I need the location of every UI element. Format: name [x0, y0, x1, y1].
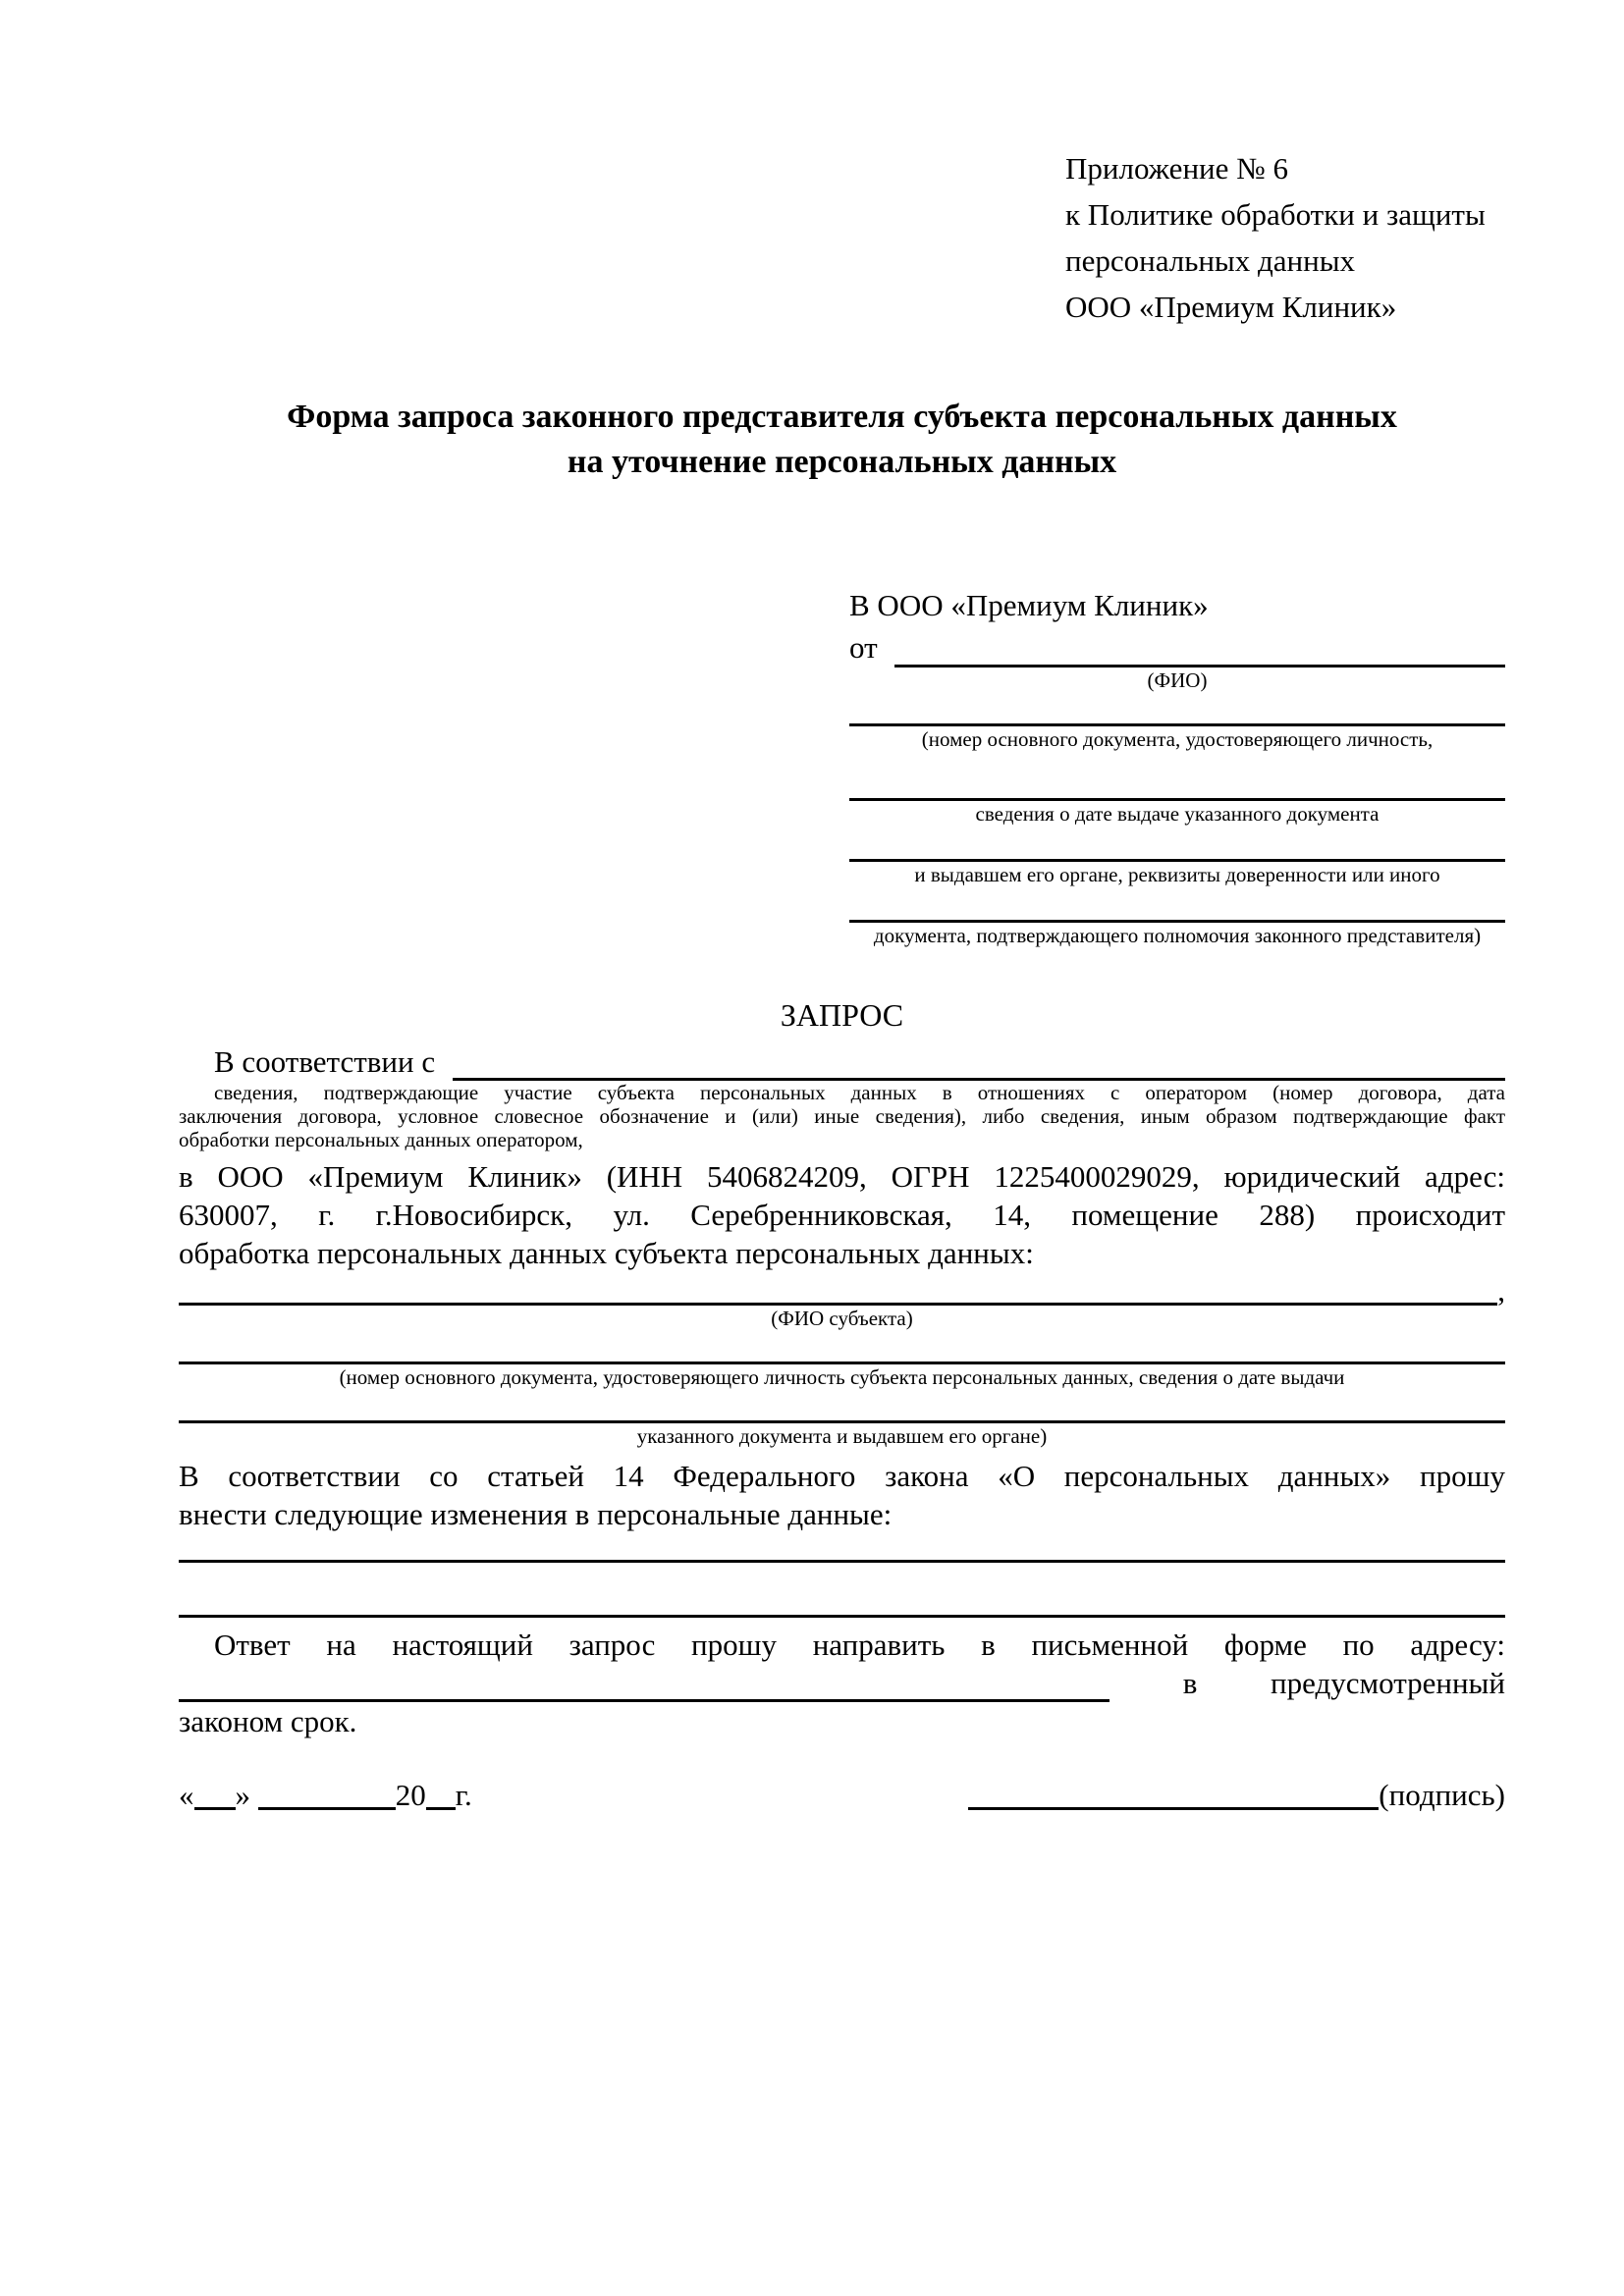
signature-caption: (подпись) [1379, 1778, 1505, 1812]
operator-paragraph [179, 1157, 1505, 1272]
date-year-line[interactable] [426, 1807, 456, 1810]
addressee-to: В ООО «Премиум Клиник» [849, 588, 1209, 622]
appendix-block [1065, 145, 1505, 330]
law-line-2: внести следующие изменения в персональные данные: [179, 1497, 893, 1531]
date-quote-close: » [235, 1778, 250, 1812]
law-line-1: В соответствии со статьей 14 Федерального закона «О персональных данных» прошу [179, 1459, 1505, 1493]
appendix-line-1: Приложение № 6 [1065, 151, 1288, 186]
doc-input-line-1[interactable] [849, 693, 1505, 726]
basis-note-line-3: обработки персональных данных оператором, [179, 1128, 583, 1151]
addressee-block [849, 583, 1505, 948]
subject-doc-caption-2: указанного документа и выдавшем его органе) [636, 1424, 1048, 1448]
title-line-1: Форма запроса законного представителя субъекта персональных данных [287, 399, 1397, 435]
subject-fio-comma: , [1497, 1273, 1505, 1308]
doc-caption-2: сведения о дате выдаче указанного документа [975, 802, 1380, 826]
date-day-line[interactable] [194, 1807, 236, 1810]
basis-note-line-2: заключения договора, условное словесное обозначение и (или) иные сведения), либо сведения, иным образом подтверждающие факт [179, 1104, 1505, 1128]
doc-caption-3: и выдавшем его органе, реквизиты доверенности или иного [914, 863, 1440, 886]
request-heading: ЗАПРОС [780, 997, 904, 1033]
subject-doc-input-line-1[interactable] [179, 1337, 1505, 1364]
page-title [179, 395, 1505, 485]
basis-input-line[interactable] [453, 1042, 1505, 1081]
basis-note-line-1: сведения, подтверждающие участие субъекта персональных данных в отношениях с оператором (номер договора, дата [214, 1081, 1505, 1104]
reply-row-2 [179, 1664, 1505, 1702]
signature-group [968, 1776, 1505, 1815]
from-row [849, 628, 1505, 667]
reply-line-1: Ответ на настоящий запрос прошу направить в письменной форме по адресу: [214, 1628, 1505, 1662]
date-month-line[interactable] [258, 1807, 396, 1810]
subject-fio-row [179, 1273, 1505, 1308]
fio-caption: (ФИО) [1147, 668, 1208, 692]
date-quote-open: « [179, 1778, 194, 1812]
reply-line-3: законом срок. [179, 1704, 357, 1738]
operator-line-3: обработка персональных данных субъекта персональных данных: [179, 1236, 1034, 1270]
signature-line[interactable] [968, 1807, 1379, 1810]
title-line-2: на уточнение персональных данных [567, 444, 1117, 480]
doc-input-line-4[interactable] [849, 891, 1505, 923]
subject-doc-caption-1: (номер основного документа, удостоверяющего личность субъекта персональных данных, сведения о дате выдачи [339, 1365, 1345, 1389]
date-year-suffix: г. [455, 1778, 472, 1812]
from-label: от [849, 630, 886, 665]
operator-line-2: 630007, г. г.Новосибирск, ул. Серебренниковская, 14, помещение 288) происходит [179, 1198, 1505, 1232]
appendix-line-4: ООО «Премиум Клиник» [1065, 290, 1397, 324]
doc-input-line-3[interactable] [849, 830, 1505, 862]
footer-row [179, 1776, 1505, 1815]
subject-fio-caption: (ФИО субъекта) [771, 1307, 913, 1330]
date-year-prefix: 20 [395, 1778, 426, 1812]
doc-caption-4: документа, подтверждающего полномочия законного представителя) [873, 924, 1482, 947]
basis-row [179, 1042, 1505, 1081]
doc-caption-1: (номер основного документа, удостоверяющего личность, [921, 727, 1434, 751]
address-input-line[interactable] [179, 1664, 1110, 1702]
basis-note [179, 1081, 1505, 1151]
fio-input-line[interactable] [894, 628, 1505, 667]
changes-input-line-2[interactable] [179, 1563, 1505, 1618]
reply-paragraph [179, 1626, 1505, 1740]
date-group [179, 1776, 472, 1815]
changes-input-line-1[interactable] [179, 1533, 1505, 1563]
law-paragraph [179, 1457, 1505, 1533]
appendix-line-2: к Политике обработки и защиты [1065, 197, 1486, 232]
appendix-line-3: персональных данных [1065, 243, 1356, 278]
doc-input-line-2[interactable] [849, 768, 1505, 801]
operator-line-1: в ООО «Премиум Клиник» (ИНН 5406824209, ОГРН 1225400029029, юридический адрес: [179, 1159, 1505, 1194]
reply-word-2: предусмотренный [1271, 1666, 1505, 1700]
subject-doc-input-line-2[interactable] [179, 1396, 1505, 1423]
basis-label: В соответствии с [214, 1044, 443, 1079]
reply-word-1: в [1182, 1666, 1198, 1700]
